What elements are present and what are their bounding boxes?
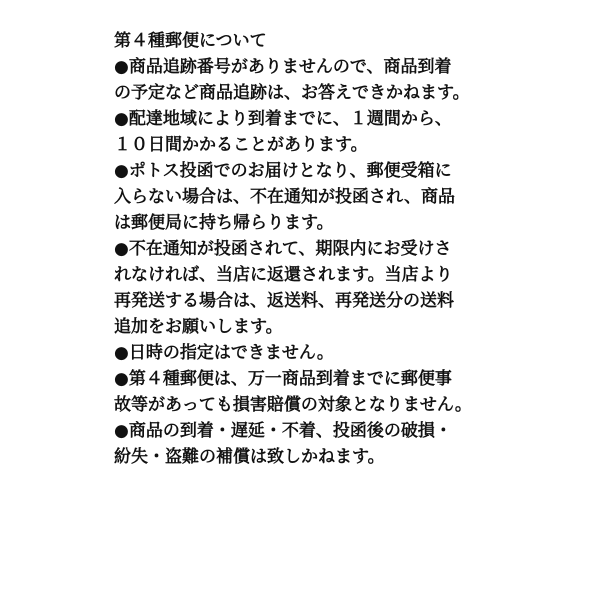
notice-line: ●商品の到着・遅延・不着、投函後の破損・ [114, 421, 452, 441]
notice-line: 追加をお願いします。 [114, 317, 283, 337]
notice-line: ●不在通知が投函されて、期限内にお受けさ [114, 239, 452, 259]
notice-line: 故等があっても損害賠償の対象となりません。 [114, 395, 472, 415]
notice-title: 第４種郵便について [114, 31, 267, 51]
shipping-notice-document [114, 28, 594, 470]
notice-line: ●第４種郵便は、万一商品到着までに郵便事 [114, 369, 452, 389]
notice-line: 再発送する場合は、返送料、再発送分の送料 [114, 291, 454, 311]
notice-line: １０日間かかることがあります。 [114, 135, 368, 155]
notice-line: は郵便局に持ち帰らります。 [114, 213, 334, 233]
notice-line: 入らない場合は、不在通知が投函され、商品 [114, 187, 456, 207]
notice-line: 紛失・盗難の補償は致しかねます。 [114, 447, 385, 467]
notice-line: ●配達地域により到着までに、１週間から、 [114, 109, 452, 129]
notice-line: ●ポトス投函でのお届けとなり、郵便受箱に [114, 161, 452, 181]
notice-line: の予定など商品追跡は、お答えできかねます。 [114, 83, 470, 103]
notice-line: ●日時の指定はできません。 [114, 343, 334, 363]
notice-line: ●商品追跡番号がありませんので、商品到着 [114, 57, 452, 77]
notice-line: れなければ、当店に返還されます。当店より [114, 265, 453, 285]
